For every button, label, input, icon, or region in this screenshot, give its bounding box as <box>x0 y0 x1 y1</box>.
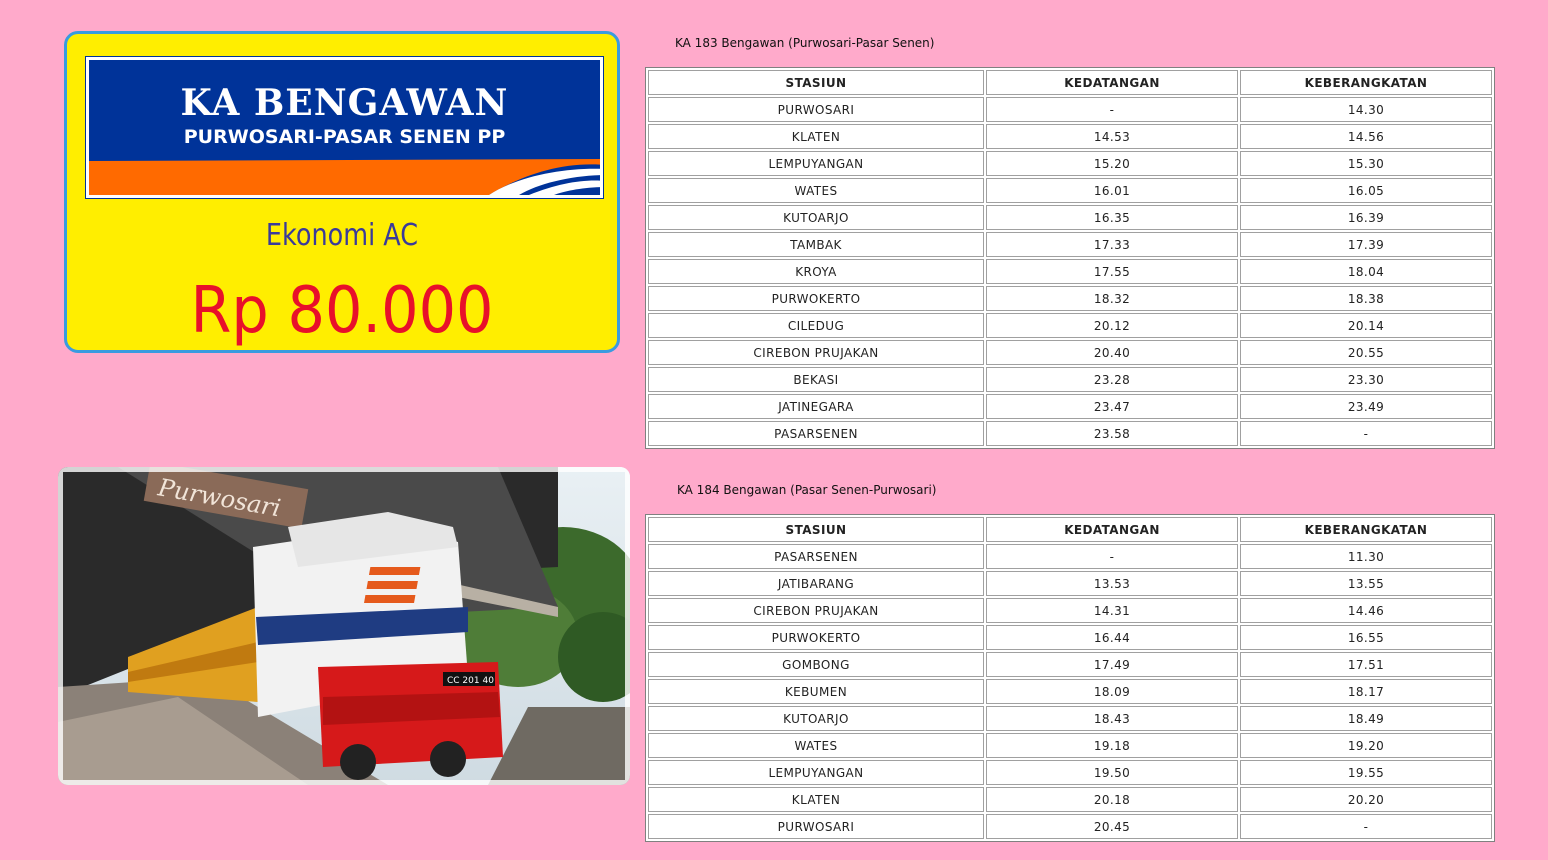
station-cell: KLATEN <box>648 124 984 149</box>
table-row <box>648 625 1492 650</box>
table-row <box>648 787 1492 812</box>
arrival-cell: 17.33 <box>986 232 1238 257</box>
price-card <box>64 31 620 353</box>
station-cell: CILEDUG <box>648 313 984 338</box>
departure-cell: 19.20 <box>1240 733 1492 758</box>
table-row <box>648 367 1492 392</box>
arrival-cell: 15.20 <box>986 151 1238 176</box>
timetable-183 <box>645 67 1495 449</box>
departure-cell: 20.20 <box>1240 787 1492 812</box>
table-row <box>648 259 1492 284</box>
station-cell: GOMBONG <box>648 652 984 677</box>
arrival-cell: 23.58 <box>986 421 1238 446</box>
station-cell: WATES <box>648 733 984 758</box>
header-stasiun: STASIUN <box>648 517 984 542</box>
arrival-cell: - <box>986 544 1238 569</box>
arrival-cell: 18.43 <box>986 706 1238 731</box>
table-header-row <box>648 70 1492 95</box>
station-cell: TAMBAK <box>648 232 984 257</box>
class-label: Ekonomi AC <box>265 218 419 253</box>
table-row <box>648 394 1492 419</box>
station-cell: JATINEGARA <box>648 394 984 419</box>
banner-title: KA BENGAWAN <box>180 82 509 124</box>
ticket-price: Rp 80.000 <box>190 274 494 348</box>
banner-subtitle: PURWOSARI-PASAR SENEN PP <box>183 126 506 148</box>
header-kedatangan: KEDATANGAN <box>986 70 1238 95</box>
arrival-cell: 18.09 <box>986 679 1238 704</box>
arrival-cell: 14.31 <box>986 598 1238 623</box>
departure-cell: 17.39 <box>1240 232 1492 257</box>
departure-cell: 20.14 <box>1240 313 1492 338</box>
table-row <box>648 544 1492 569</box>
departure-cell: - <box>1240 814 1492 839</box>
station-cell: LEMPUYANGAN <box>648 760 984 785</box>
departure-cell: 11.30 <box>1240 544 1492 569</box>
arrival-cell: 18.32 <box>986 286 1238 311</box>
station-cell: PASARSENEN <box>648 421 984 446</box>
table-row <box>648 652 1492 677</box>
ka-bengawan-logo-banner <box>86 57 603 198</box>
departure-cell: 16.55 <box>1240 625 1492 650</box>
table-row <box>648 421 1492 446</box>
table-row <box>648 178 1492 203</box>
table-row <box>648 814 1492 839</box>
arrival-cell: 17.55 <box>986 259 1238 284</box>
table-row <box>648 205 1492 230</box>
station-cell: PASARSENEN <box>648 544 984 569</box>
arrival-cell: 16.44 <box>986 625 1238 650</box>
header-keberangkatan: KEBERANGKATAN <box>1240 517 1492 542</box>
arrival-cell: 17.49 <box>986 652 1238 677</box>
table-row <box>648 232 1492 257</box>
station-cell: LEMPUYANGAN <box>648 151 984 176</box>
table-row <box>648 733 1492 758</box>
station-cell: KROYA <box>648 259 984 284</box>
table-row <box>648 97 1492 122</box>
banner-swoosh-graphic <box>89 155 603 195</box>
departure-cell: 17.51 <box>1240 652 1492 677</box>
arrival-cell: 20.45 <box>986 814 1238 839</box>
arrival-cell: 16.01 <box>986 178 1238 203</box>
table-row <box>648 571 1492 596</box>
departure-cell: 18.17 <box>1240 679 1492 704</box>
arrival-cell: 19.50 <box>986 760 1238 785</box>
departure-cell: - <box>1240 421 1492 446</box>
train-photo <box>58 467 630 785</box>
departure-cell: 14.30 <box>1240 97 1492 122</box>
departure-cell: 16.05 <box>1240 178 1492 203</box>
timetable-184 <box>645 514 1495 842</box>
arrival-cell: 20.12 <box>986 313 1238 338</box>
header-stasiun: STASIUN <box>648 70 984 95</box>
station-cell: KUTOARJO <box>648 205 984 230</box>
station-cell: JATIBARANG <box>648 571 984 596</box>
arrival-cell: 20.18 <box>986 787 1238 812</box>
arrival-cell: 19.18 <box>986 733 1238 758</box>
departure-cell: 23.49 <box>1240 394 1492 419</box>
arrival-cell: 20.40 <box>986 340 1238 365</box>
station-cell: WATES <box>648 178 984 203</box>
station-cell: PURWOSARI <box>648 97 984 122</box>
arrival-cell: 16.35 <box>986 205 1238 230</box>
table-row <box>648 760 1492 785</box>
table-row <box>648 598 1492 623</box>
departure-cell: 13.55 <box>1240 571 1492 596</box>
departure-cell: 18.38 <box>1240 286 1492 311</box>
departure-cell: 18.49 <box>1240 706 1492 731</box>
table-row <box>648 706 1492 731</box>
station-cell: PURWOKERTO <box>648 625 984 650</box>
arrival-cell: 13.53 <box>986 571 1238 596</box>
station-cell: PURWOKERTO <box>648 286 984 311</box>
station-cell: CIREBON PRUJAKAN <box>648 340 984 365</box>
table-row <box>648 313 1492 338</box>
arrival-cell: 23.28 <box>986 367 1238 392</box>
station-cell: CIREBON PRUJAKAN <box>648 598 984 623</box>
table-row <box>648 124 1492 149</box>
table-row <box>648 151 1492 176</box>
departure-cell: 16.39 <box>1240 205 1492 230</box>
arrival-cell: 14.53 <box>986 124 1238 149</box>
station-cell: BEKASI <box>648 367 984 392</box>
station-sign-text: Purwosari <box>155 473 283 523</box>
departure-cell: 15.30 <box>1240 151 1492 176</box>
station-cell: KLATEN <box>648 787 984 812</box>
departure-cell: 23.30 <box>1240 367 1492 392</box>
table-row <box>648 340 1492 365</box>
station-cell: KUTOARJO <box>648 706 984 731</box>
table-row <box>648 679 1492 704</box>
departure-cell: 14.46 <box>1240 598 1492 623</box>
table-row <box>648 286 1492 311</box>
timetable-183-caption: KA 183 Bengawan (Purwosari-Pasar Senen) <box>675 36 935 50</box>
arrival-cell: - <box>986 97 1238 122</box>
station-cell: KEBUMEN <box>648 679 984 704</box>
header-kedatangan: KEDATANGAN <box>986 517 1238 542</box>
header-keberangkatan: KEBERANGKATAN <box>1240 70 1492 95</box>
departure-cell: 19.55 <box>1240 760 1492 785</box>
departure-cell: 14.56 <box>1240 124 1492 149</box>
timetable-184-caption: KA 184 Bengawan (Pasar Senen-Purwosari) <box>677 483 937 497</box>
arrival-cell: 23.47 <box>986 394 1238 419</box>
table-header-row <box>648 517 1492 542</box>
station-cell: PURWOSARI <box>648 814 984 839</box>
departure-cell: 20.55 <box>1240 340 1492 365</box>
loco-plate-text: CC 201 40 <box>447 676 494 686</box>
departure-cell: 18.04 <box>1240 259 1492 284</box>
